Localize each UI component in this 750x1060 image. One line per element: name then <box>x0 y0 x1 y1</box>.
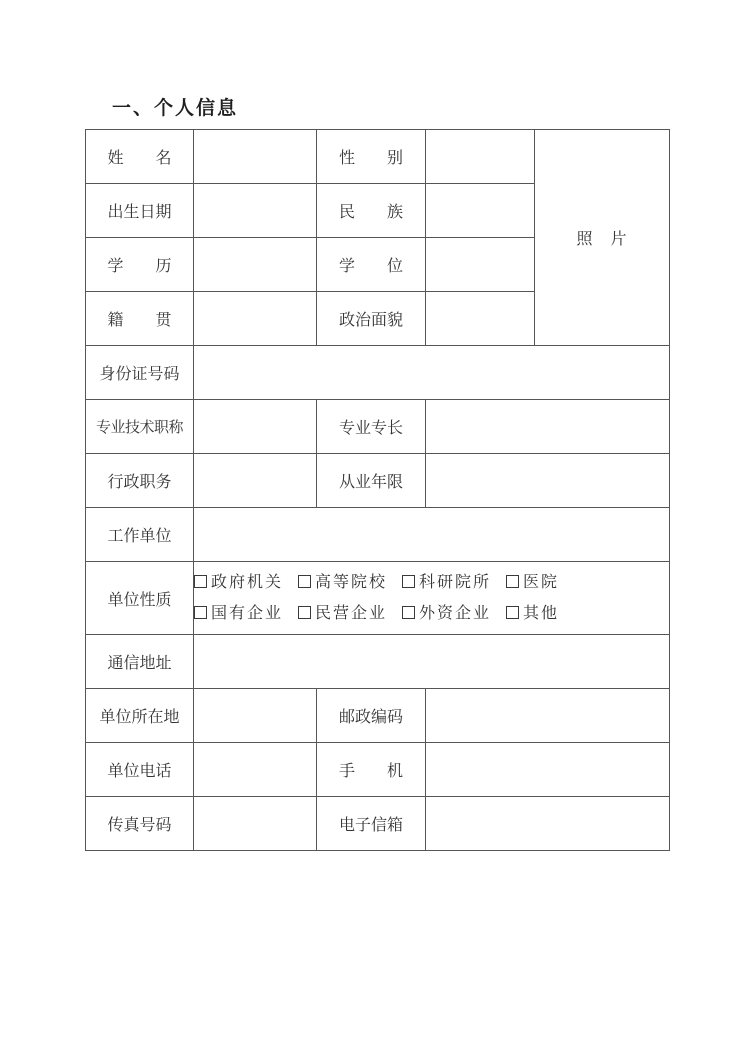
id-number-label: 身份证号码 <box>86 346 194 400</box>
checkbox-option-label: 其他 <box>523 605 560 622</box>
postal-code-label: 邮政编码 <box>317 689 426 743</box>
office-phone-value-cell[interactable] <box>194 743 317 797</box>
table-row <box>86 635 670 689</box>
employer-location-value-cell[interactable] <box>194 689 317 743</box>
checkbox-option-foreign-enterprise[interactable] <box>402 598 491 629</box>
photo-placeholder-cell[interactable]: 照 片 <box>535 130 670 346</box>
name-value-cell[interactable] <box>194 130 317 184</box>
fax-value-cell[interactable] <box>194 797 317 851</box>
employer-type-options-cell <box>194 562 670 635</box>
checkbox-option-label: 外资企业 <box>419 605 492 622</box>
political-status-label: 政治面貌 <box>317 292 426 346</box>
professional-title-value-cell[interactable] <box>194 400 317 454</box>
checkbox-option-higher-education[interactable] <box>298 567 387 598</box>
table-row <box>86 346 670 400</box>
mailing-address-label: 通信地址 <box>86 635 194 689</box>
table-row <box>86 508 670 562</box>
years-of-practice-value-cell[interactable] <box>426 454 670 508</box>
table-row <box>86 743 670 797</box>
personal-info-table <box>85 129 670 851</box>
checkbox-option-label: 国有企业 <box>211 605 284 622</box>
employer-type-options-line-1 <box>194 567 669 598</box>
table-row <box>86 400 670 454</box>
employer-type-label: 单位性质 <box>86 562 194 635</box>
checkbox-icon[interactable] <box>298 575 311 588</box>
checkbox-icon[interactable] <box>194 575 207 588</box>
specialty-value-cell[interactable] <box>426 400 670 454</box>
degree-label: 学 位 <box>317 238 426 292</box>
native-place-label: 籍 贯 <box>86 292 194 346</box>
employer-label: 工作单位 <box>86 508 194 562</box>
table-row <box>86 454 670 508</box>
birth-date-label: 出生日期 <box>86 184 194 238</box>
office-phone-label: 单位电话 <box>86 743 194 797</box>
checkbox-option-government-agency[interactable] <box>194 567 283 598</box>
native-place-value-cell[interactable] <box>194 292 317 346</box>
email-label: 电子信箱 <box>317 797 426 851</box>
checkbox-option-label: 民营企业 <box>315 605 388 622</box>
checkbox-icon[interactable] <box>194 606 207 619</box>
checkbox-option-label: 医院 <box>523 574 560 591</box>
gender-label: 性 别 <box>317 130 426 184</box>
table-row <box>86 562 670 635</box>
fax-label: 传真号码 <box>86 797 194 851</box>
table-row <box>86 130 670 184</box>
years-of-practice-label: 从业年限 <box>317 454 426 508</box>
name-label: 姓 名 <box>86 130 194 184</box>
admin-position-value-cell[interactable] <box>194 454 317 508</box>
table-row <box>86 797 670 851</box>
checkbox-option-hospital[interactable] <box>506 567 559 598</box>
admin-position-label: 行政职务 <box>86 454 194 508</box>
section-title: 一、个人信息 <box>112 98 239 119</box>
checkbox-icon[interactable] <box>402 606 415 619</box>
birth-date-value-cell[interactable] <box>194 184 317 238</box>
specialty-label: 专业专长 <box>317 400 426 454</box>
mobile-value-cell[interactable] <box>426 743 670 797</box>
education-label: 学 历 <box>86 238 194 292</box>
checkbox-option-state-owned-enterprise[interactable] <box>194 598 283 629</box>
gender-value-cell[interactable] <box>426 130 535 184</box>
mailing-address-value-cell[interactable] <box>194 635 670 689</box>
mobile-label: 手 机 <box>317 743 426 797</box>
ethnicity-label: 民 族 <box>317 184 426 238</box>
checkbox-option-other[interactable] <box>506 598 559 629</box>
employer-value-cell[interactable] <box>194 508 670 562</box>
employer-type-options-line-2 <box>194 598 669 629</box>
checkbox-option-research-institute[interactable] <box>402 567 491 598</box>
checkbox-option-label: 政府机关 <box>211 574 284 591</box>
checkbox-icon[interactable] <box>506 606 519 619</box>
ethnicity-value-cell[interactable] <box>426 184 535 238</box>
checkbox-option-label: 高等院校 <box>315 574 388 591</box>
checkbox-option-private-enterprise[interactable] <box>298 598 387 629</box>
id-number-value-cell[interactable] <box>194 346 670 400</box>
checkbox-icon[interactable] <box>506 575 519 588</box>
employer-location-label: 单位所在地 <box>86 689 194 743</box>
political-status-value-cell[interactable] <box>426 292 535 346</box>
checkbox-icon[interactable] <box>298 606 311 619</box>
postal-code-value-cell[interactable] <box>426 689 670 743</box>
email-value-cell[interactable] <box>426 797 670 851</box>
checkbox-option-label: 科研院所 <box>419 574 492 591</box>
professional-title-label: 专业技术职称 <box>86 400 194 454</box>
degree-value-cell[interactable] <box>426 238 535 292</box>
table-row <box>86 689 670 743</box>
education-value-cell[interactable] <box>194 238 317 292</box>
checkbox-icon[interactable] <box>402 575 415 588</box>
